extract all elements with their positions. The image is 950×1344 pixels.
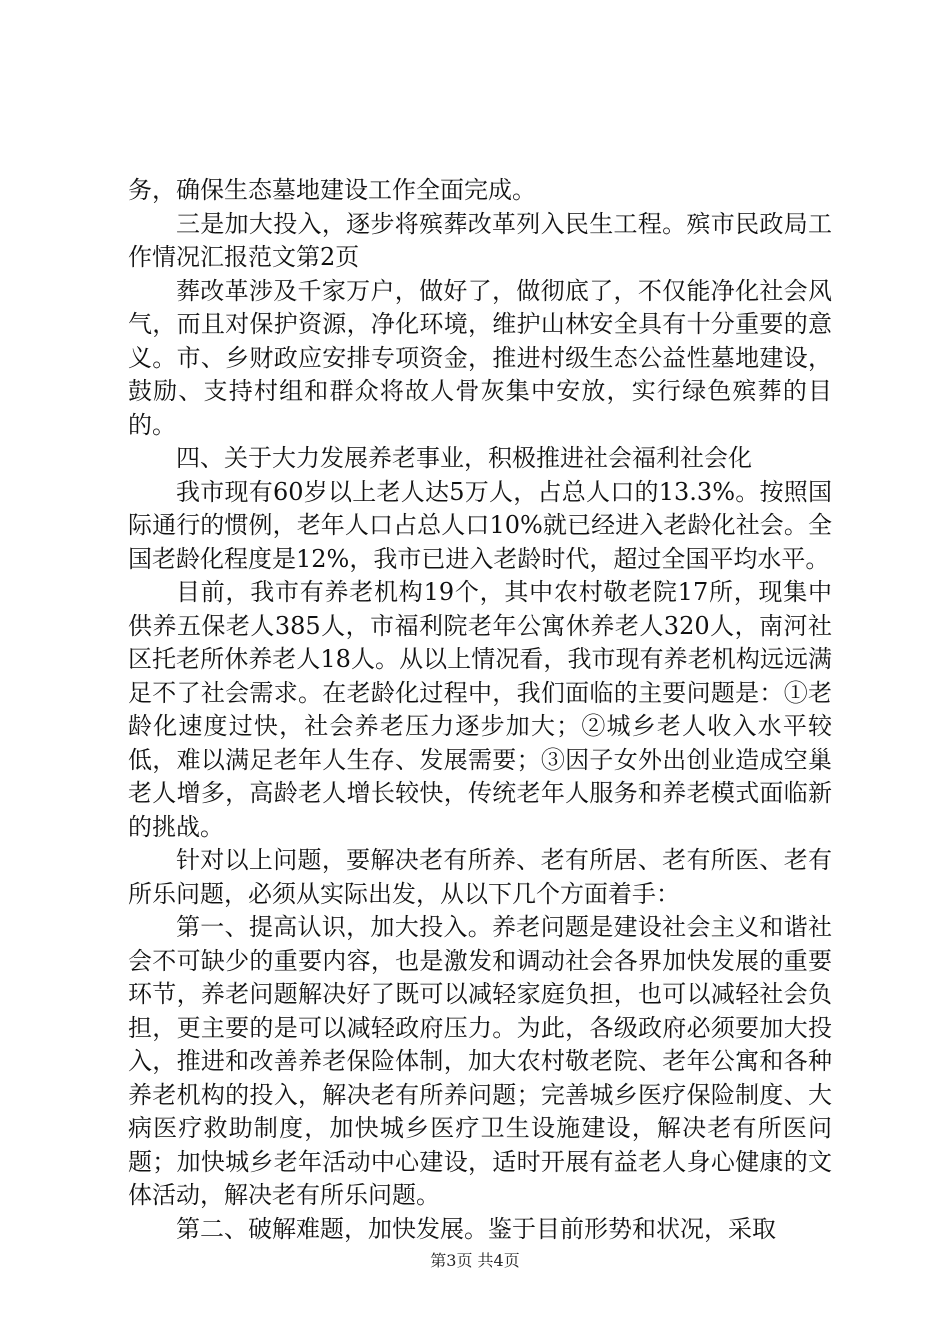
paragraph: 目前，我市有养老机构19个，其中农村敬老院17所，现集中供养五保老人385人，市福利院老年公寓休养老人320人，南河社区托老所休养老人18人。从以上情况看，我市现有养老机构远远满足不了社会需求。在老龄化过程中，我们面临的主要问题是：①老龄化速度过快，社会养老压力逐步加大；②城乡老人收入水平较低，难以满足老年人生存、发展需要；③因子女外出创业造成空巢老人增多，高龄老人增长较快，传统老年人服务和养老模式面临新的挑战。 — [128, 578, 832, 841]
paragraph: 我市现有60岁以上老人达5万人，占总人口的13.3%。按照国际通行的惯例，老年人口占总人口10%就已经进入老龄化社会。全国老龄化程度是12%，我市已进入老龄时代，超过全国平均水平。 — [128, 477, 832, 573]
paragraph: 第一、提高认识，加大投入。养老问题是建设社会主义和谐社会不可缺少的重要内容，也是激发和调动社会各界加快发展的重要环节，养老问题解决好了既可以减轻家庭负担，也可以减轻社会负担，更主要的是可以减轻政府压力。为此，各级政府必须要加大投入，推进和改善养老保险体制，加大农村敬老院、老年公寓和各种养老机构的投入，解决老有所养问题；完善城乡医疗保险制度、大病医疗救助制度，加快城乡医疗卫生设施建设，解决老有所医问题；加快城乡老年活动中心建设，适时开展有益老人身心健康的文体活动，解决老有所乐问题。 — [128, 913, 832, 1209]
paragraph: 针对以上问题，要解决老有所养、老有所居、老有所医、老有所乐问题，必须从实际出发，从以下几个方面着手： — [128, 846, 832, 908]
section-heading: 四、关于大力发展养老事业，积极推进社会福利社会化 — [176, 444, 752, 472]
document-body — [128, 174, 832, 1246]
paragraph: 务，确保生态墓地建设工作全面完成。 — [128, 176, 536, 204]
page-number-footer: 第3页 共4页 — [430, 1251, 520, 1270]
paragraph: 葬改革涉及千家万户，做好了，做彻底了，不仅能净化社会风气，而且对保护资源，净化环境，维护山林安全具有十分重要的意义。市、乡财政应安排专项资金，推进村级生态公益性墓地建设，鼓励、支持村组和群众将故人骨灰集中安放，实行绿色殡葬的目的。 — [128, 276, 832, 439]
paragraph: 第二、破解难题，加快发展。鉴于目前形势和状况，采取 — [176, 1214, 776, 1243]
paragraph: 三是加大投入，逐步将殡葬改革列入民生工程。殡市民政局工作情况汇报范文第2页 — [128, 209, 832, 271]
